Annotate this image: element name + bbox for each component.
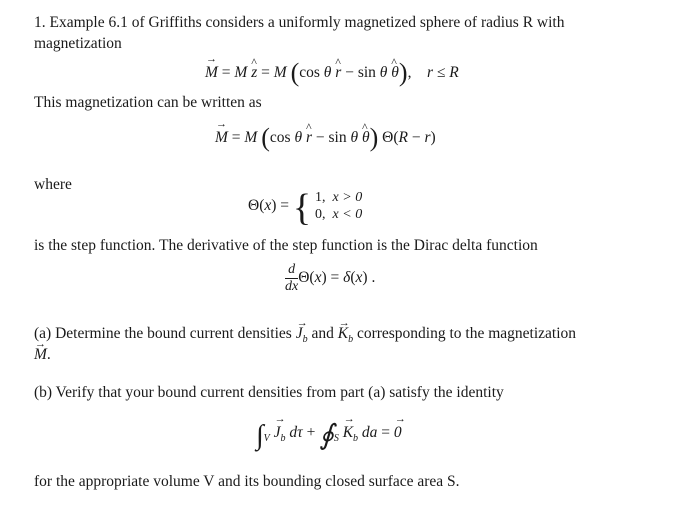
problem-intro-line2: magnetization — [34, 35, 122, 52]
condition-r-le-R: r ≤ R — [426, 64, 459, 81]
problem-intro-line1: 1. Example 6.1 of Griffiths considers a uniformly magnetized sphere of radius R with — [34, 14, 565, 31]
closing-text: for the appropriate volume V and its bounding closed surface area S. — [34, 473, 460, 490]
part-a-line1: (a) Determine the bound current densities → $J_b$ and → $K_b$ corresponding to the magnetization — [34, 325, 576, 349]
step-case1-condition: x > 0 — [332, 190, 363, 206]
equation-identity: $\int_V \to J_b$ $d\tau + ∮_S \to K_b$ da = → 0 — [256, 418, 402, 452]
where-text: where — [34, 176, 72, 193]
step-case1-value: 1, — [315, 190, 326, 206]
part-b-text: (b) Verify that your bound current densities from part (a) satisfy the identity — [34, 384, 504, 401]
step-case2-condition: x < 0 — [332, 207, 363, 223]
step-case2-value: 0, — [315, 207, 326, 223]
equation-magnetization-step: → M = M (cos θ ^ r − sin θ ^ θ) Θ(R − r) — [215, 123, 436, 153]
can-be-written-text: This magnetization can be written as — [34, 94, 262, 111]
step-function-description: is the step function. The derivative of the step function is the Dirac delta function — [34, 237, 538, 254]
equation-step-function: Θ(x) = { 1, x > 0 0, x < 0 — [248, 187, 363, 229]
equation-dirac-delta: $\frac{d}{dx}$ Θ(x) = δ(x) . — [285, 262, 376, 294]
equation-magnetization: → M = M ^ z = M (cos θ ^ r − sin θ ^ θ), r ≤ R — [205, 58, 459, 88]
part-a-line2: → M. — [34, 346, 51, 364]
